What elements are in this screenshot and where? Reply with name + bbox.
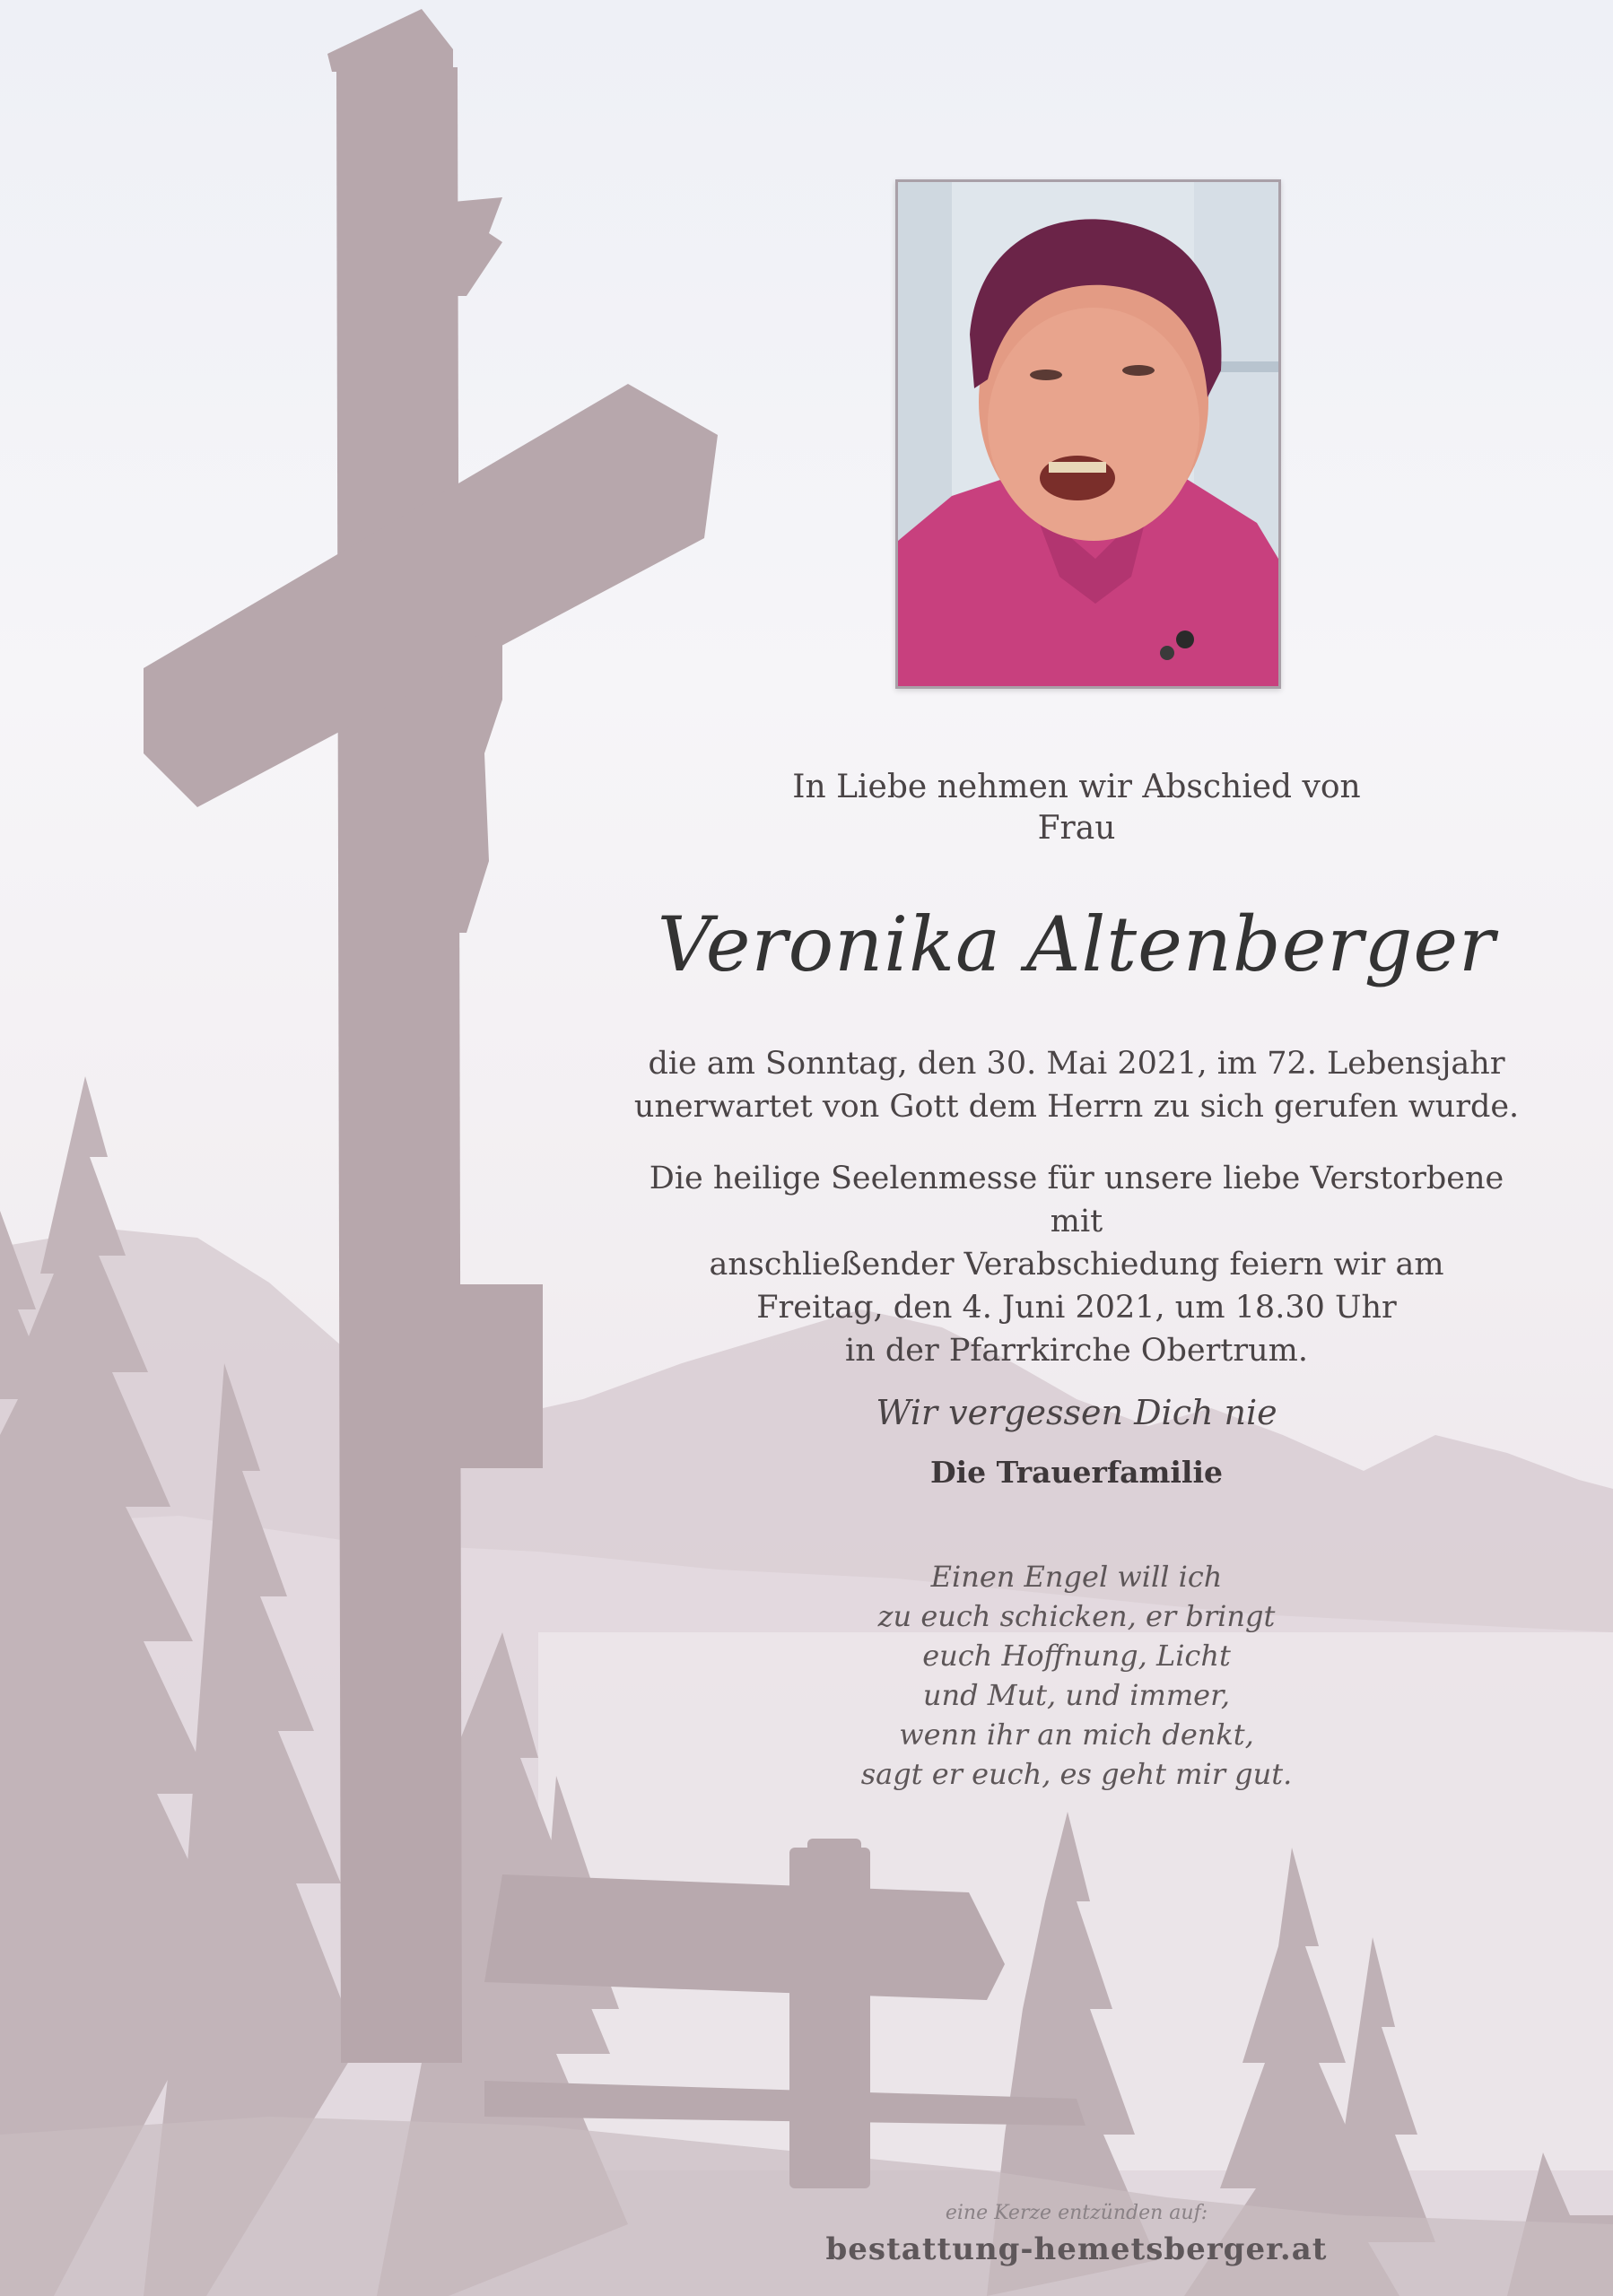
poem-line: und Mut, und immer, [922,1678,1231,1712]
death-line-2: unerwartet von Gott dem Herrn zu sich gerufen wurde. [633,1089,1520,1125]
portrait-image [898,182,1278,686]
service-line-4: in der Pfarrkirche Obertrum. [845,1333,1308,1369]
poem-line: Einen Engel will ich [930,1560,1223,1594]
service-notice [628,1157,1525,1372]
website-link[interactable]: bestattung-hemetsberger.at [825,2231,1328,2267]
death-line-1: die am Sonntag, den 30. Mai 2021, im 72. Lebensjahr [648,1046,1505,1082]
service-line-3: Freitag, den 4. Juni 2021, um 18.30 Uhr [756,1290,1397,1326]
death-notice [628,1042,1525,1128]
deceased-name: Veronika Altenberger [657,900,1496,988]
motto: Wir vergessen Dich nie [876,1393,1277,1432]
service-line-1: Die heilige Seelenmesse für unsere liebe Verstorbene mit [649,1161,1504,1239]
intro-line-1: In Liebe nehmen wir Abschied von [792,769,1361,805]
intro-line-2: Frau [1037,810,1116,847]
poem-line: wenn ihr an mich denkt, [899,1718,1254,1752]
poem [628,1557,1525,1794]
intro-text [628,767,1525,849]
candle-note: eine Kerze entzünden auf: [945,2202,1208,2224]
poem-line: sagt er euch, es geht mir gut. [860,1757,1293,1791]
service-line-2: anschließender Verabschiedung feiern wir am [709,1247,1444,1283]
portrait-photo [895,179,1281,689]
poem-line: euch Hoffnung, Licht [922,1639,1231,1673]
poem-line: zu euch schicken, er bringt [877,1599,1276,1633]
family-signature: Die Trauerfamilie [929,1455,1224,1490]
